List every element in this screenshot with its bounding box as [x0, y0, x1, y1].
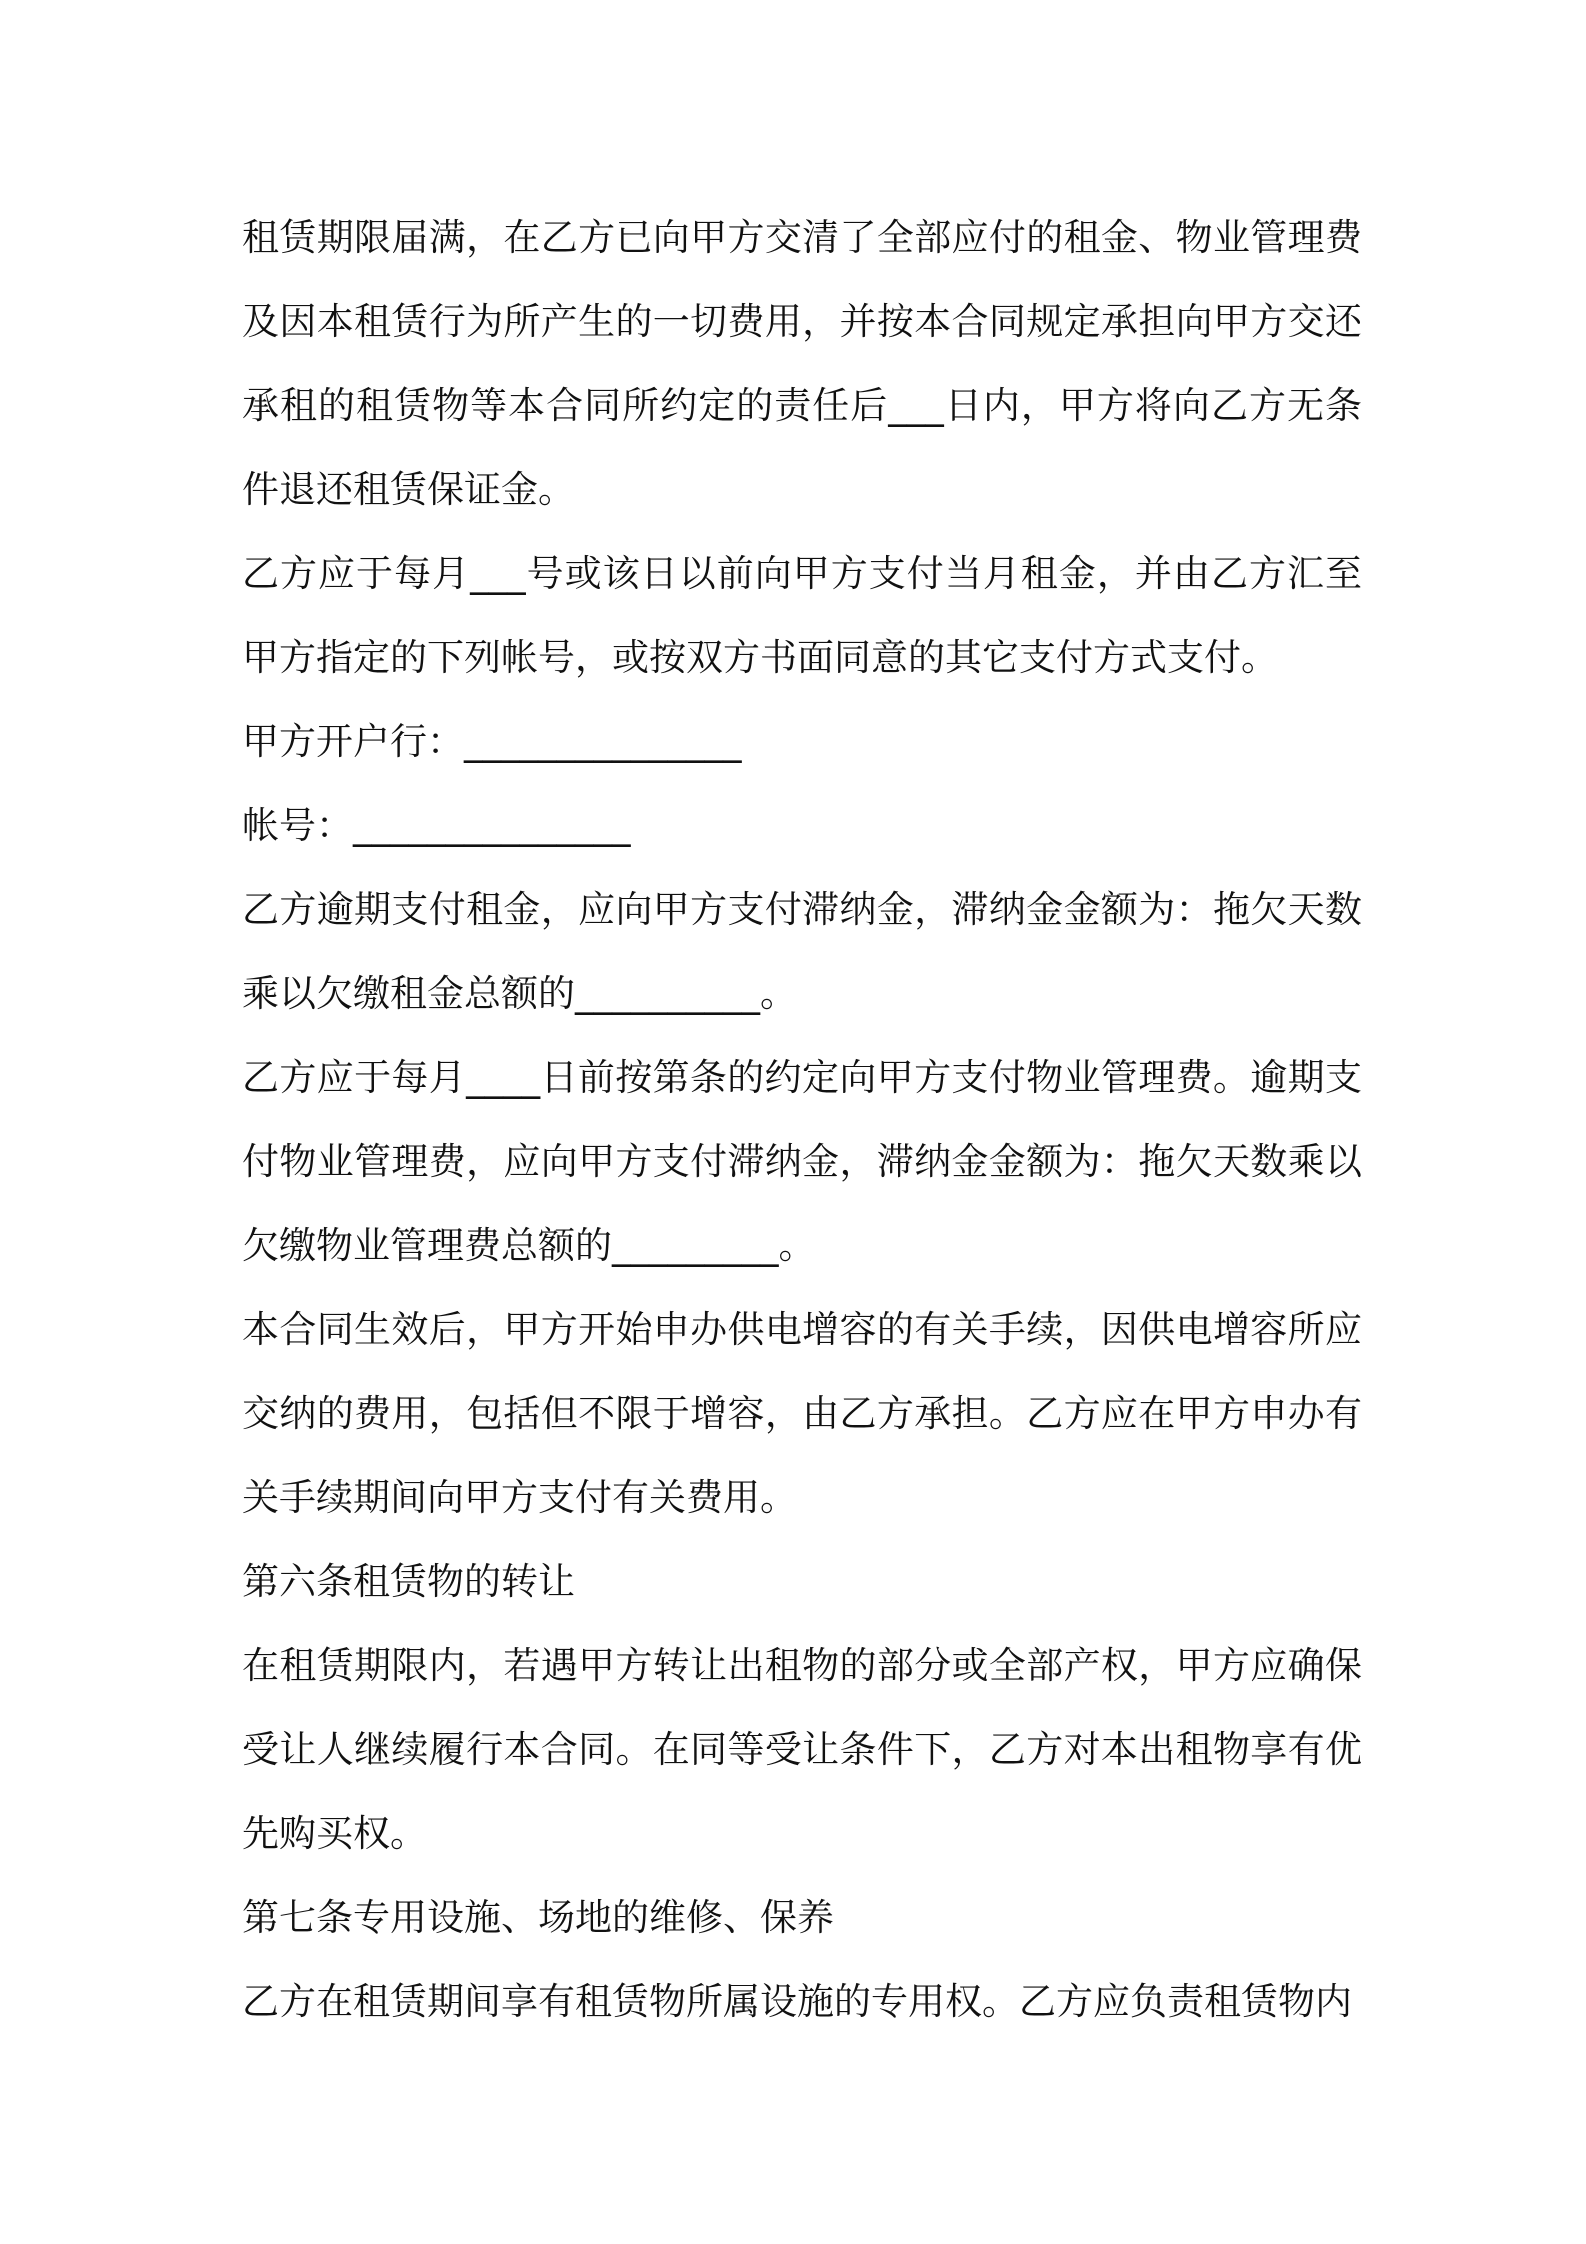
section-heading-article-7: 第七条专用设施、场地的维修、保养 [242, 1896, 834, 1939]
paragraph-management-fee: 乙方应于每月____日前按第条的约定向甲方支付物业管理费。逾期支付物业管理费，应向甲方支付滞纳金，滞纳金金额为：拖欠天数乘以欠缴物业管理费总额的_________。 [242, 1056, 1362, 1267]
paragraph-facility-use: 乙方在租赁期间享有租赁物所属设施的专用权。乙方应负责租赁物内 [242, 1980, 1352, 2023]
account-number-line: 帐号：_______________ [242, 804, 631, 847]
paragraph-late-rent-fee: 乙方逾期支付租金，应向甲方支付滞纳金，滞纳金金额为：拖欠天数乘以欠缴租金总额的__________。 [242, 888, 1362, 1015]
paragraph-transfer: 在租赁期限内，若遇甲方转让出租物的部分或全部产权，甲方应确保受让人继续履行本合同。在同等受让条件下，乙方对本出租物享有优先购买权。 [242, 1644, 1362, 1855]
document-body [242, 196, 1362, 2044]
paragraph-rent-payment: 乙方应于每月___号或该日以前向甲方支付当月租金，并由乙方汇至甲方指定的下列帐号，或按双方书面同意的其它支付方式支付。 [242, 552, 1362, 679]
bank-name-line: 甲方开户行：_______________ [242, 720, 742, 763]
paragraph-power-capacity: 本合同生效后，甲方开始申办供电增容的有关手续，因供电增容所应交纳的费用，包括但不限于增容，由乙方承担。乙方应在甲方申办有关手续期间向甲方支付有关费用。 [242, 1308, 1362, 1519]
section-heading-article-6: 第六条租赁物的转让 [242, 1560, 575, 1603]
paragraph-deposit-refund: 租赁期限届满，在乙方已向甲方交清了全部应付的租金、物业管理费及因本租赁行为所产生的一切费用，并按本合同规定承担向甲方交还承租的租赁物等本合同所约定的责任后___日内，甲方将向乙方无条件退还租赁保证金。 [242, 216, 1362, 511]
